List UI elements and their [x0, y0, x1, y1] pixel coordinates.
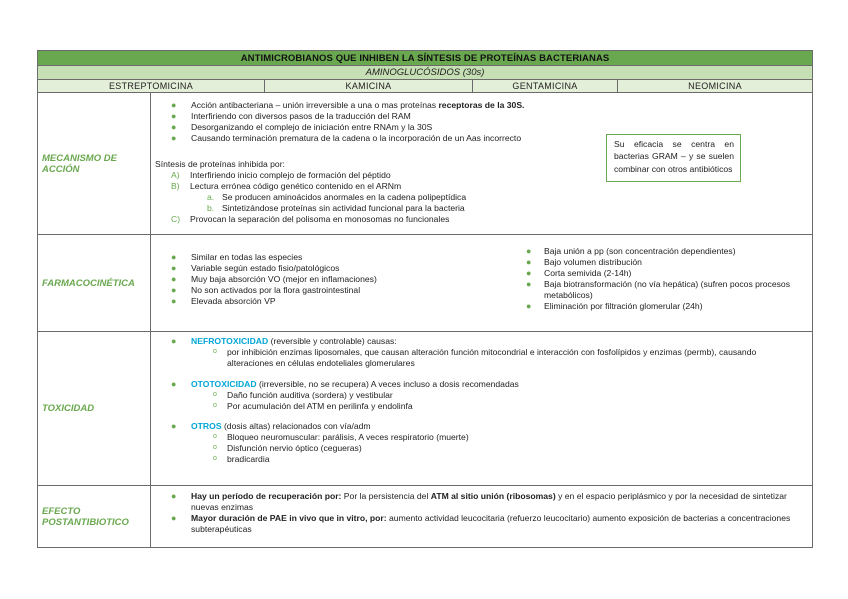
- bullet-icon: ●: [171, 295, 177, 306]
- drug-kamicina: KAMICINA: [265, 80, 473, 93]
- drug-neomicina: NEOMICINA: [618, 80, 813, 93]
- sub-list-item: o Por acumulación del ATM en perilinfa y endolinfa: [213, 400, 413, 411]
- bullet-icon: ●: [171, 121, 177, 132]
- list-item: ● Similar en todas las especies: [171, 252, 303, 262]
- sintesis-heading: Síntesis de proteínas inhibida por:: [155, 159, 285, 169]
- list-item: ● Bajo volumen distribución: [526, 256, 642, 267]
- antimicrobial-table: [37, 50, 813, 548]
- bullet-icon: ●: [171, 100, 177, 110]
- circle-bullet-icon: o: [213, 433, 217, 441]
- row-label-farmacocinetica: FARMACOCINÉTICA: [38, 235, 151, 332]
- bullet-icon: ●: [171, 421, 177, 432]
- toxicidad-content: [151, 332, 813, 486]
- drug-gentamicina: GENTAMICINA: [473, 80, 618, 93]
- row-label-mecanismo: [38, 93, 151, 235]
- list-item: ● Eliminación por filtración glomerular (24h): [526, 300, 703, 311]
- list-item: A) Interfiriendo inicio complejo de formación del péptido: [171, 170, 391, 180]
- table-subtitle: AMINOGLUCÓSIDOS (30s): [38, 66, 813, 80]
- label-line: MECANISMO DE: [42, 152, 117, 164]
- label-line: ACCIÓN: [42, 163, 80, 175]
- list-item: ● Variable según estado fisio/patológicos: [171, 262, 340, 273]
- bullet-icon: ●: [526, 300, 532, 311]
- bullet-icon: ●: [171, 512, 177, 523]
- list-item: C) Provocan la separación del polisoma en monosomas no funcionales: [171, 213, 450, 224]
- bullet-icon: ●: [526, 278, 532, 289]
- bullet-icon: ●: [171, 252, 177, 262]
- bullet-icon: ●: [526, 256, 532, 267]
- sub-list-item: a. Se producen aminoácidos anormales en la cadena polipeptídica: [207, 191, 467, 202]
- circle-bullet-icon: o: [213, 401, 217, 409]
- list-item: ● NEFROTOXICIDAD (reversible y controlable) causas:: [171, 336, 397, 346]
- circle-bullet-icon: o: [213, 455, 217, 463]
- list-item: ● OTROS (dosis altas) relacionados con vía/adm: [171, 421, 371, 432]
- circle-bullet-icon: o: [213, 390, 217, 398]
- sub-list-item: o Bloqueo neuromuscular: parálisis, A veces respiratorio (muerte): [213, 432, 469, 443]
- sub-list-item: o Disfunción nervio óptico (cegueras): [213, 443, 362, 454]
- bullet-icon: ●: [171, 336, 177, 346]
- sub-list-item: b. Sintetizándose proteínas sin actividad funcional para la bacteria: [207, 202, 465, 213]
- bullet-icon: ●: [526, 246, 532, 256]
- list-item: ● Desorganizando el complejo de iniciación entre RNAm y la 30S: [171, 121, 433, 132]
- circle-bullet-icon: o: [213, 347, 217, 355]
- bullet-icon: ●: [171, 378, 177, 389]
- bullet-icon: ●: [526, 267, 532, 278]
- bullet-icon: ●: [171, 110, 177, 121]
- list-item: ● Baja unión a pp (son concentración dependientes): [526, 246, 736, 256]
- list-item: ● Muy baja absorción VO (mejor en inflamaciones): [171, 273, 377, 284]
- row-label-efecto-postantibiotico: [38, 486, 151, 548]
- sub-list-item: o Daño función auditiva (sordera) y vestibular: [213, 389, 393, 400]
- label-line: POSTANTIBIOTICO: [42, 516, 129, 528]
- antimicrobial-table-sheet: [37, 50, 812, 548]
- sub-list-item: o bradicardia: [213, 454, 270, 465]
- list-item: ● Interfiriendo con diversos pasos de la traducción del RAM: [171, 110, 411, 121]
- list-item: ● Acción antibacteriana – unión irreversible a una o mas proteínas receptoras de la 30S.: [171, 100, 525, 110]
- list-item: ● Baja biotransformación (no vía hepática) (sufren pocos procesos metabólicos): [526, 278, 791, 300]
- bullet-icon: ●: [171, 262, 177, 273]
- label-line: EFECTO: [42, 505, 81, 517]
- bullet-icon: ●: [171, 491, 177, 501]
- bullet-icon: ●: [171, 132, 177, 143]
- list-item: ● OTOTOXICIDAD (irreversible, no se recupera) A veces incluso a dosis recomendadas: [171, 378, 519, 389]
- drug-estreptomicina: ESTREPTOMICINA: [38, 80, 265, 93]
- bullet-icon: ●: [171, 284, 177, 295]
- list-item: ● Elevada absorción VP: [171, 295, 276, 306]
- row-label-toxicidad: TOXICIDAD: [38, 332, 151, 486]
- list-item: B) Lectura errónea código genético contenido en el ARNm: [171, 180, 402, 191]
- mecanismo-content: [151, 93, 813, 235]
- list-item: ● Corta semivida (2-14h): [526, 267, 632, 278]
- circle-bullet-icon: o: [213, 444, 217, 452]
- table-title: ANTIMICROBIANOS QUE INHIBEN LA SÍNTESIS DE PROTEÍNAS BACTERIANAS: [38, 51, 813, 66]
- list-item: ● No son activados por la flora gastrointestinal: [171, 284, 361, 295]
- list-item: ● Mayor duración de PAE in vivo que in vitro, por: aumento actividad leucocitaria (refuerzo leucocitario) aumento exposición de bacterias a concentraciones subterapéuticas: [171, 512, 791, 534]
- bullet-icon: ●: [171, 273, 177, 284]
- efecto-content: [151, 486, 813, 548]
- list-item: ● Hay un período de recuperación por: Por la persistencia del ATM al sitio unión (ribosomas) y en el espacio periplásmico y por la necesidad de sintetizar nuevas enzimas: [171, 491, 787, 512]
- gram-note-box: Su eficacia se centra en bacterias GRAM – y se suelen combinar con otros antibióticos: [606, 134, 741, 182]
- sub-list-item: o por inhibición enzimas liposomales, que causan alteración función mitocondrial e interacción con fosfolípidos y enzimas (permb), causando alteraciones en células endoteliales glomerulares: [213, 346, 757, 368]
- list-item: ● Causando terminación prematura de la cadena o la incorporación de un Aas incorrecto: [171, 132, 522, 143]
- farmacocinetica-content: [151, 235, 813, 332]
